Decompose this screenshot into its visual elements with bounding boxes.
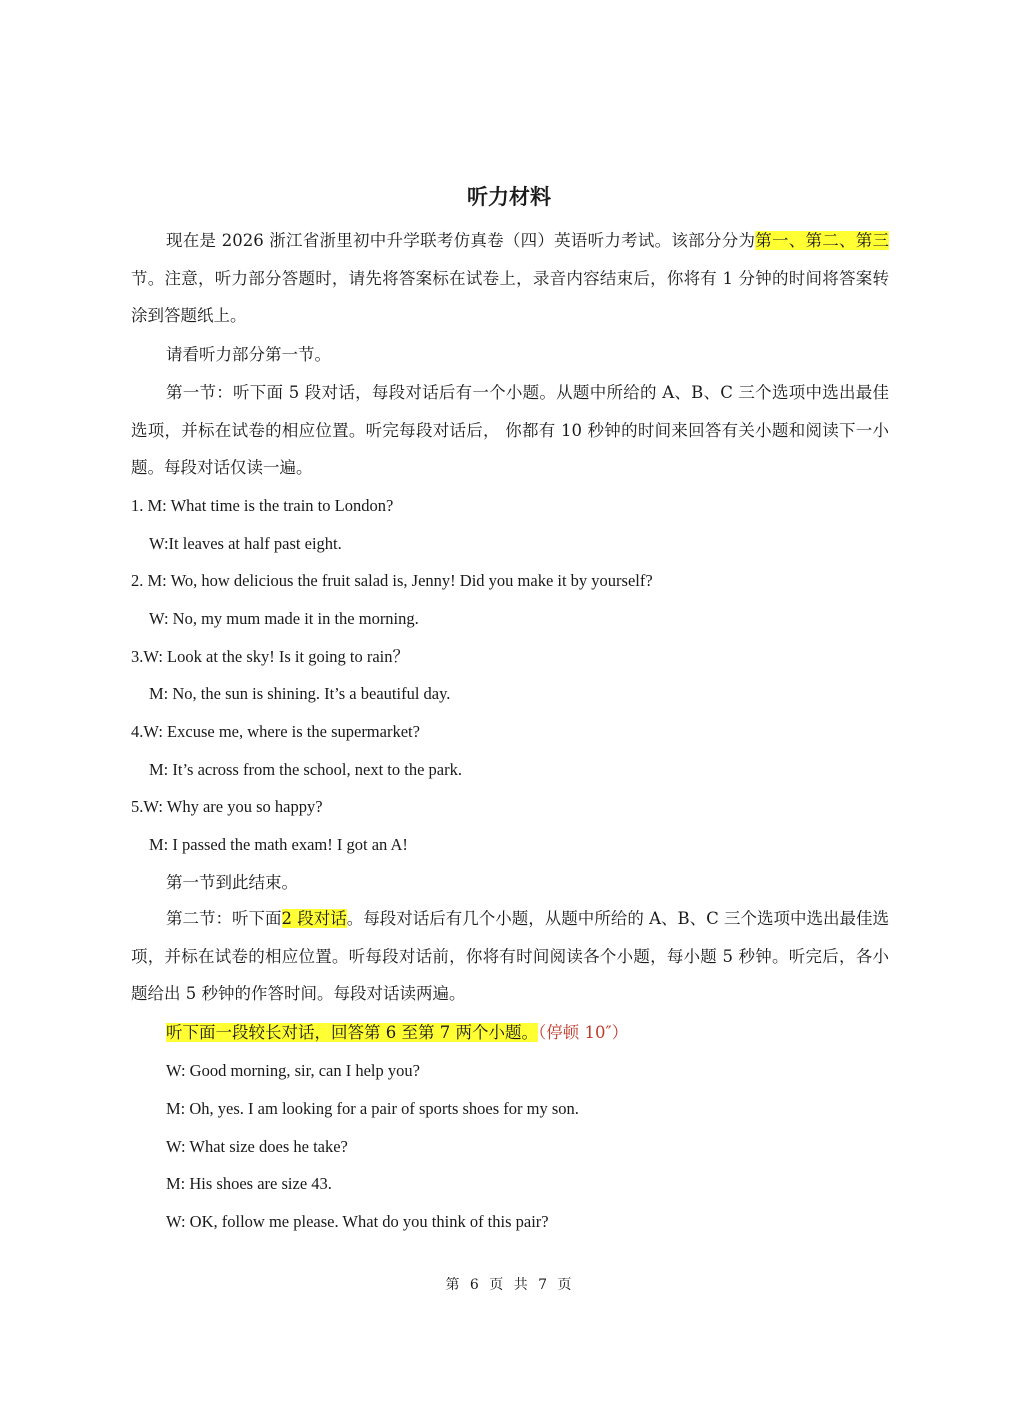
footer-page-number: 6 <box>469 1277 480 1293</box>
dialogue-5-question: 5.W: Why are you so happy? <box>131 797 323 816</box>
footer-label: 页 <box>557 1277 573 1293</box>
instruction-highlight: 听下面一段较长对话，回答第 6 至第 7 两个小题。 <box>166 1023 538 1042</box>
dialogue-line: M: His shoes are size 43. <box>166 1174 332 1193</box>
section2-text: 第二节：听下面 <box>166 909 282 928</box>
section2-instructions <box>131 900 889 1013</box>
dialogue-line: W: OK, follow me please. What do you think of this pair? <box>166 1212 549 1231</box>
footer-label: 页 <box>489 1277 505 1293</box>
dialogue-2-answer: W: No, my mum made it in the morning. <box>149 609 419 628</box>
intro-text: 现在是 2026 浙江省浙里初中升学联考仿真卷（四）英语听力考试。该部分分为 <box>166 231 756 250</box>
dialogue-line: M: Oh, yes. I am looking for a pair of sports shoes for my son. <box>166 1099 579 1118</box>
footer-total-pages: 7 <box>538 1277 549 1293</box>
dialogue-line: W: Good morning, sir, can I help you? <box>166 1061 420 1080</box>
page-footer <box>0 1272 1018 1298</box>
pause-note: （停顿 10″） <box>537 1023 629 1042</box>
long-dialogue-instruction <box>166 1018 628 1048</box>
dialogue-3-answer: M: No, the sun is shining. It’s a beautiful day. <box>149 684 451 703</box>
dialogue-1-answer: W:It leaves at half past eight. <box>149 534 342 553</box>
dialogue-5-answer: M: I passed the math exam! I got an A! <box>149 835 408 854</box>
footer-label: 第 <box>445 1277 461 1293</box>
page-title: 听力材料 <box>467 185 551 209</box>
dialogue-2-question: 2. M: Wo, how delicious the fruit salad is, Jenny! Did you make it by yourself? <box>131 571 653 590</box>
dialogue-3-question: 3.W: Look at the sky! Is it going to rain？ <box>131 647 410 666</box>
dialogue-line: W: What size does he take? <box>166 1137 348 1156</box>
dialogue-1-question: 1. M: What time is the train to London? <box>131 496 394 515</box>
section2-text-rest: 。每段对话后有几个小题，从题中所给的 A、B、C 三个选项中选出最佳选项，并标在试卷的相应位置。听每段对话前，你将有时间阅读各个小题，每小题 5 秒钟。听完后，各小题给出 5 秒钟的作答时间。每段对话读两遍。 <box>131 909 890 1003</box>
section2-highlight: 2 段对话 <box>281 909 347 928</box>
dialogue-4-answer: M: It’s across from the school, next to the park. <box>149 760 462 779</box>
intro-highlight: 第一、第二、第三 <box>755 231 889 250</box>
footer-label: 共 <box>513 1277 529 1293</box>
section1-prompt: 请看听力部分第一节。 <box>166 345 331 364</box>
intro-text-end: 节。注意，听力部分答题时，请先将答案标在试卷上，录音内容结束后，你将有 1 分钟的时间将答案转涂到答题纸上。 <box>131 268 889 325</box>
intro-paragraph <box>131 222 889 335</box>
section1-end: 第一节到此结束。 <box>166 873 298 892</box>
section1-instructions: 第一节：听下面 5 段对话，每段对话后有一个小题。从题中所给的 A、B、C 三个选项中选出最佳选项，并标在试卷的相应位置。听完每段对话后， 你都有 10 秒钟的时间来回答有关小题和阅读下一小题。每段对话仅读一遍。 <box>131 383 889 477</box>
dialogue-4-question: 4.W: Excuse me, where is the supermarket? <box>131 722 420 741</box>
